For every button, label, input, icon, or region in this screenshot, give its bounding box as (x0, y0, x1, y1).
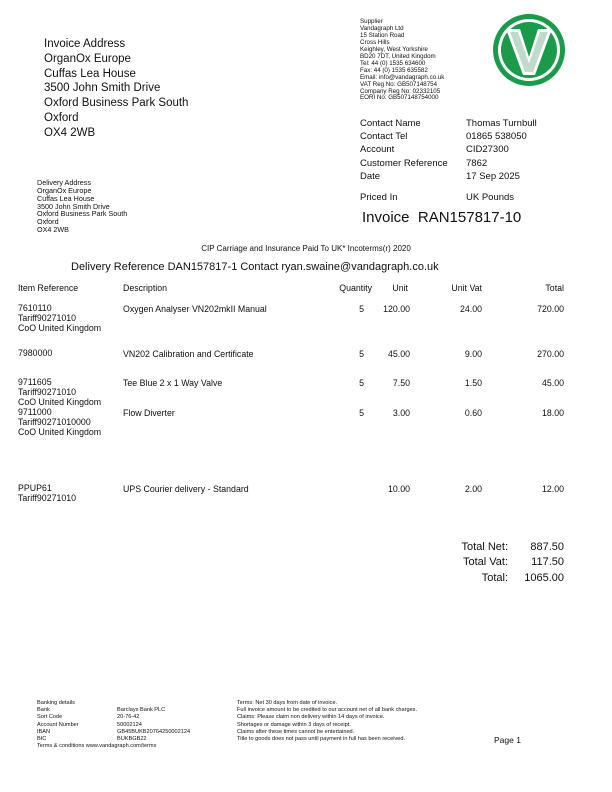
delivery-address-line: Cuffas Lea House (37, 193, 95, 203)
item-total: 12.00 (541, 484, 564, 494)
item-unit-vat: 0.60 (464, 408, 482, 418)
contact-label: Contact Name (360, 118, 421, 129)
banking-value: BUKBGB22 (117, 735, 147, 742)
invoice-address-line: Invoice Address (44, 38, 126, 50)
supplier-line: Fax: 44 (0) 1535 635582 (360, 66, 428, 74)
contact-value: Thomas Turnbull (466, 118, 537, 129)
supplier-details (360, 19, 444, 102)
contact-label: Account (360, 144, 395, 156)
item-unit-vat: 1.50 (464, 378, 482, 388)
item-unit-price: 7.50 (392, 378, 410, 388)
banking-row (37, 714, 156, 721)
item-unit-price: 3.00 (392, 408, 410, 418)
incoterms: CIP Carriage and Insurance Paid To UK* Incoterms(r) 2020 (201, 244, 411, 253)
banking-value: GB45BUKB20764250002124 (117, 728, 191, 735)
delivery-address-line: Oxford Business Park South (37, 209, 128, 219)
invoice-address-line: Oxford Business Park South (44, 97, 189, 110)
contact-value: 17 Sep 2025 (466, 170, 520, 182)
item-tariff-line: Tariff90271010000 (18, 416, 91, 427)
item-unit-vat: 24.00 (459, 304, 482, 314)
item-reference (18, 484, 76, 504)
item-unit-vat: 9.00 (464, 349, 482, 359)
banking-row (37, 736, 156, 743)
total-vat-value: 117.50 (531, 556, 564, 569)
item-description: VN202 Calibration and Certificate (123, 349, 254, 359)
item-tariff-line: CoO United Kingdom (18, 426, 102, 437)
total-row (420, 541, 570, 556)
item-reference (18, 304, 101, 334)
totals (420, 541, 570, 587)
terms-line: Terms: Net 30 days from date of invoice. (237, 700, 338, 706)
item-unit-price: 45.00 (387, 349, 410, 359)
banking-title: Banking details (37, 700, 75, 706)
header-description: Description (123, 283, 168, 293)
header-item-reference: Item Reference (18, 283, 79, 293)
item-unit-price: 10.00 (387, 484, 410, 494)
invoice-address-line: Cuffas Lea House (44, 67, 136, 80)
supplier-line: 15 Station Road (360, 31, 405, 39)
banking-label: Account Number (37, 721, 79, 728)
total-row (420, 556, 570, 571)
terms-line: Title to goods does not pass until payment in full has been received. (237, 736, 406, 743)
item-code: 9711000 (18, 407, 52, 417)
contact-value: CID27300 (466, 144, 509, 156)
item-tariff-line: Tariff90271010 (18, 492, 77, 503)
item-code: 9711605 (18, 377, 52, 387)
banking-details (37, 700, 191, 750)
item-code: 7980000 (18, 348, 53, 358)
item-total: 270.00 (537, 349, 564, 359)
invoice-address (44, 37, 188, 141)
banking-value: 20-76-42 (117, 714, 140, 721)
banking-row (37, 707, 166, 714)
item-total: 45.00 (541, 378, 564, 388)
vandagraph-logo-icon (492, 13, 566, 87)
header-quantity: Quantity (339, 283, 372, 293)
item-code: PPUP61 (18, 483, 52, 493)
supplier-line: Supplier (360, 18, 383, 25)
priced-in-value: UK Pounds (466, 192, 515, 203)
item-reference (18, 349, 52, 359)
supplier-line: Email: info@vandagraph.co.uk (360, 73, 445, 81)
banking-label: IBAN (37, 728, 51, 735)
delivery-address (37, 179, 127, 234)
header-unit-vat: Unit Vat (451, 283, 482, 293)
banking-row (37, 728, 191, 736)
delivery-address-line: Delivery Address (37, 178, 91, 187)
delivery-address-line: Oxford (37, 217, 59, 227)
supplier-line: Vandagraph Ltd (360, 24, 404, 32)
banking-label: Sort Code (37, 714, 63, 721)
banking-label: Bank (37, 707, 50, 714)
contact-label: Date (360, 170, 381, 182)
item-tariff-line: Tariff90271010 (18, 312, 77, 323)
banking-row (37, 722, 156, 729)
contact-label: Contact Tel (360, 131, 408, 143)
delivery-reference: Delivery Reference DAN157817-1 Contact ryan.swaine@vandagraph.co.uk (71, 261, 439, 273)
invoice-address-line: Oxford (44, 111, 79, 124)
invoice-number: RAN157817-10 (417, 209, 522, 226)
terms-line: Claims after these times cannot be entertained. (237, 728, 355, 735)
contact-value: 01865 538050 (466, 131, 527, 143)
item-quantity: 5 (359, 349, 364, 359)
terms-line: Claims: Please claim non delivery within 14 days of invoice. (237, 714, 385, 721)
item-quantity: 5 (359, 408, 364, 418)
delivery-address-line: 3500 John Smith Drive (37, 201, 110, 211)
total-value: 1065.00 (524, 571, 564, 584)
item-quantity: 5 (359, 304, 364, 314)
item-unit-vat: 2.00 (464, 484, 482, 494)
invoice-label: Invoice (362, 209, 410, 226)
supplier-line: VAT Reg No: GB507148754 (360, 80, 438, 88)
item-description: Tee Blue 2 x 1 Way Valve (123, 378, 223, 388)
total-row (420, 572, 570, 587)
supplier-line: Tel: 44 (0) 1535 634600 (360, 59, 426, 67)
item-description: UPS Courier delivery - Standard (123, 484, 249, 494)
item-reference (18, 408, 101, 438)
total-net-value: 887.50 (530, 541, 564, 553)
item-tariff-line: Tariff90271010 (18, 386, 77, 397)
total-vat-label: Total Vat: (462, 556, 508, 569)
item-tariff-line: CoO United Kingdom (18, 396, 102, 407)
item-unit-price: 120.00 (383, 304, 410, 314)
supplier-line: BD20 7DT, United Kingdom (360, 52, 436, 60)
supplier-line: Company Reg No: 02332105 (360, 87, 441, 95)
invoice-address-line: OX4 2WB (44, 126, 96, 139)
invoice-address-line: 3500 John Smith Drive (44, 82, 161, 95)
contact-value: 7862 (466, 157, 488, 169)
banking-value: 50002124 (117, 721, 142, 728)
header-total: Total (545, 283, 564, 293)
invoice-title (362, 209, 521, 226)
total-label: Total: (481, 571, 508, 584)
item-reference (18, 378, 101, 408)
supplier-line: Keighley, West Yorkshire (360, 45, 428, 53)
banking-value: Barclays Bank PLC (117, 707, 166, 714)
item-tariff-line: CoO United Kingdom (18, 322, 102, 333)
item-description: Flow Diverter (123, 408, 175, 418)
item-total: 18.00 (541, 408, 564, 418)
priced-in (360, 192, 570, 205)
terms-link[interactable]: Terms & conditions www.vandagraph.com/terms (37, 743, 157, 750)
delivery-address-line: OX4 2WB (37, 225, 69, 235)
invoice-address-line: OrganOx Europe (44, 52, 131, 65)
item-description: Oxygen Analyser VN202mkII Manual (123, 304, 267, 314)
contact-label: Customer Reference (360, 157, 448, 169)
payment-terms (237, 700, 417, 743)
item-code: 7610110 (18, 303, 52, 313)
supplier-line: EORI No: GB507148754000 (360, 94, 439, 102)
item-total: 720.00 (537, 304, 564, 314)
banking-label: BIC (37, 735, 47, 742)
item-quantity: 5 (359, 378, 364, 388)
page-number: Page 1 (494, 735, 521, 745)
supplier-line: Cross Hills (360, 38, 390, 46)
priced-in-label: Priced In (360, 192, 398, 203)
delivery-address-line: OrganOx Europe (37, 185, 92, 195)
terms-line: Shortages or damage within 3 days of receipt. (237, 721, 351, 728)
header-unit: Unit (392, 283, 408, 293)
total-net-label: Total Net: (461, 541, 508, 553)
terms-line: Full invoice amount to be credited to our account net of all bank charges. (237, 707, 418, 714)
